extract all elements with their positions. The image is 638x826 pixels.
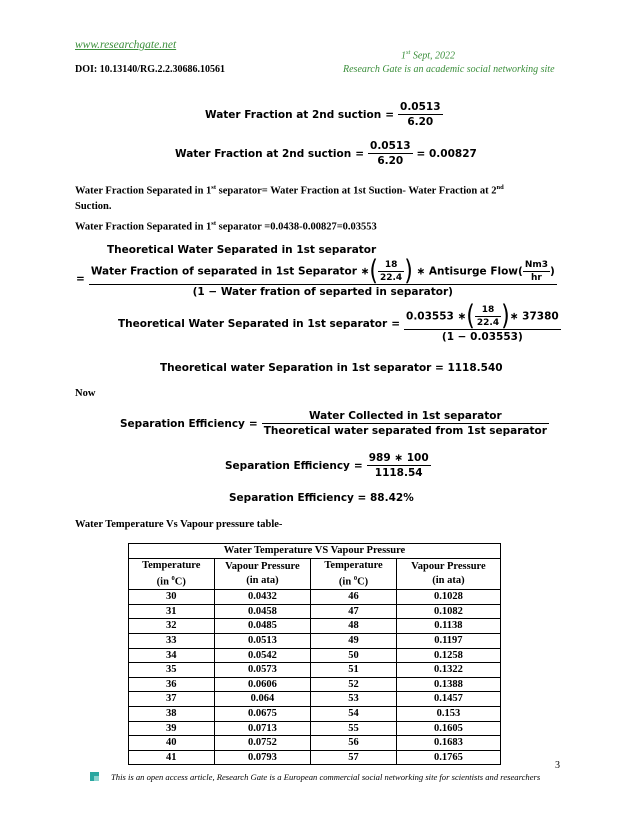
now-label: Now [75,388,96,399]
table-cell: 0.0485 [214,619,311,634]
table-header-row [129,558,501,590]
table-cell: 0.1028 [396,590,500,605]
table-cell: 47 [311,604,397,619]
table-cell: 35 [129,663,215,678]
equation-water-fraction-2nd-suction: Water Fraction at 2nd suction = $\frac{0.0513}{6.20}$ [205,101,441,128]
header-temperature-1: Temperature (in $^0$C) [129,558,215,590]
table-cell: 0.0458 [214,604,311,619]
table-cell: 50 [311,648,397,663]
table-cell: 0.0432 [214,590,311,605]
table-cell: 0.0793 [214,750,311,765]
equation-theoretical-water-result: Theoretical water Separation in 1st separator = 1118.540 [160,362,503,374]
table-cell: 30 [129,590,215,605]
table-cell: 0.1082 [396,604,500,619]
table-cell: 0.153 [396,707,500,722]
table-cell: 38 [129,707,215,722]
paragraph-water-fraction-value: Water Fraction Separated in 1st separator =0.0438-0.00827=0.03553 [75,220,377,233]
table-cell: 0.1258 [396,648,500,663]
table-cell: 55 [311,721,397,736]
table-row [129,677,501,692]
equation-separation-efficiency-general: Separation Efficiency = $\frac{\text{Water Collected in 1st separator}}{\text{Theoretical water separated from 1st separator}}$ [120,410,547,437]
table-caption: Water Temperature Vs Vapour pressure table- [75,519,283,530]
table-cell: 49 [311,634,397,649]
table-cell: 0.0675 [214,707,311,722]
table-cell: 56 [311,736,397,751]
table-cell: 0.0513 [214,634,311,649]
table-cell: 31 [129,604,215,619]
table-row [129,736,501,751]
table-row [129,604,501,619]
header-vapour-pressure-2: Vapour Pressure (in ata) [396,558,500,590]
table-row [129,692,501,707]
header-description: Research Gate is an academic social networking site [343,64,555,75]
table-cell: 34 [129,648,215,663]
vapour-pressure-table [128,543,501,765]
table-cell: 41 [129,750,215,765]
table-cell: 0.1457 [396,692,500,707]
table-cell: 52 [311,677,397,692]
equation-separation-efficiency-numeric: Separation Efficiency = $\frac{989 ∗ 100}{1118.54}$ [225,452,429,479]
table-cell: 39 [129,721,215,736]
doi: DOI: 10.13140/RG.2.2.30686.10561 [75,64,225,75]
equation-theoretical-water-numeric: Theoretical Water Separated in 1st separator = 0.03553 ∗( $\frac{18}{22.4}$ )∗ 37380 (1 − 0.03553) [118,300,559,343]
table-cell: 46 [311,590,397,605]
table-cell: 36 [129,677,215,692]
table-cell: 54 [311,707,397,722]
equation-theoretical-water-label: Theoretical Water Separated in 1st separator [107,244,377,256]
table-row [129,648,501,663]
table-row [129,750,501,765]
table-cell: 0.1322 [396,663,500,678]
table-cell: 53 [311,692,397,707]
table-row [129,663,501,678]
table-cell: 0.1605 [396,721,500,736]
table-cell: 0.0573 [214,663,311,678]
table-cell: 0.064 [214,692,311,707]
table-cell: 0.0713 [214,721,311,736]
header-temperature-2: Temperature (in $^0$C) [311,558,397,590]
table-cell: 37 [129,692,215,707]
table-row [129,721,501,736]
table-cell: 0.0606 [214,677,311,692]
header-date: 1st Sept, 2022 [401,49,456,62]
table-title: Water Temperature VS Vapour Pressure [129,544,501,559]
table-cell: 32 [129,619,215,634]
table-row [129,634,501,649]
table-cell: 51 [311,663,397,678]
equation-theoretical-water-general: = Water Fraction of separated in 1st Separator ∗( $\frac{18}{22.4}$ ) ∗ Antisurge Flow( $\frac{Nm3}{hr}$ ) (1 − Water fration of separted in separator) [76,255,555,298]
paragraph-water-fraction-separated: Water Fraction Separated in 1st separator= Water Fraction at 1st Suction- Water Fraction at 2nd Suction. [75,184,504,212]
page-number: 3 [555,760,560,771]
table-cell: 0.1765 [396,750,500,765]
table-cell: 33 [129,634,215,649]
table-cell: 0.0542 [214,648,311,663]
table-cell: 0.1197 [396,634,500,649]
table-cell: 0.1683 [396,736,500,751]
header-vapour-pressure-1: Vapour Pressure (in ata) [214,558,311,590]
table-cell: 0.1138 [396,619,500,634]
table-row [129,590,501,605]
table-cell: 40 [129,736,215,751]
table-row [129,707,501,722]
researchgate-link[interactable]: www.researchgate.net [75,39,177,51]
footer-text: This is an open access article, Research Gate is a European commercial social networking site for scientists and researchers [111,772,541,782]
open-access-icon [90,772,99,781]
equation-separation-efficiency-result: Separation Efficiency = 88.42% [229,492,414,504]
table-cell: 48 [311,619,397,634]
table-cell: 0.1388 [396,677,500,692]
table-cell: 57 [311,750,397,765]
table-row [129,619,501,634]
equation-water-fraction-2nd-suction-result: Water Fraction at 2nd suction = $\frac{0.0513}{6.20}$ = 0.00827 [175,140,477,167]
table-cell: 0.0752 [214,736,311,751]
